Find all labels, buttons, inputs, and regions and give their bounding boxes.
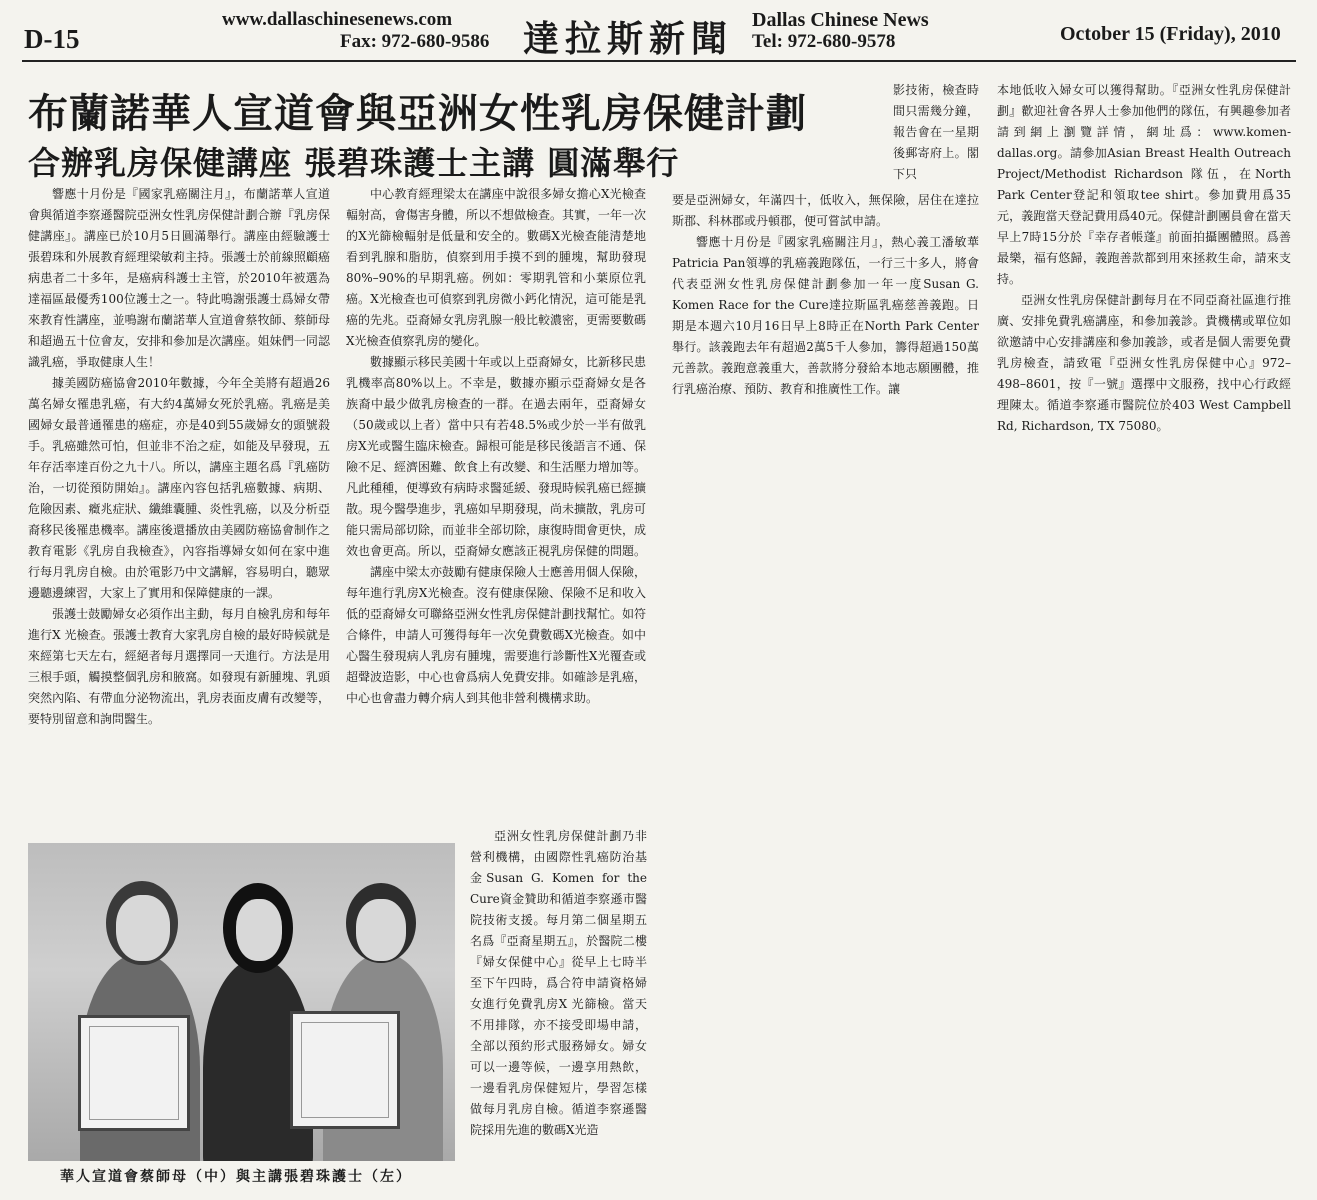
photo-caption: 華人宣道會蔡師母（中）與主講張碧珠護士（左） — [60, 1169, 412, 1185]
fax-number: Fax: 972-680-9586 — [340, 31, 490, 52]
column-2 — [346, 184, 646, 824]
tel-number: Tel: 972-680-9578 — [752, 31, 896, 52]
person-right-face — [356, 899, 406, 961]
column-2-bottom — [470, 826, 647, 1190]
page-header — [0, 0, 1317, 58]
page-number: D-15 — [24, 24, 80, 54]
column-4 — [997, 80, 1291, 450]
paragraph: 講座中梁太亦鼓勵有健康保險人士應善用個人保險，每年進行乳房X光檢查。沒有健康保險、保險不足和收入低的亞裔婦女可聯絡亞洲女性乳房保健計劃找幫忙。如符合條件，申請人可獲得每年一次免費數碼X光檢查。如中心醫生發現病人乳房有腫塊，需要進行診斷性X光覆查或超聲波造影，中心也會爲病人免費安排。如確診是乳癌，中心也會盡力轉介病人到其他非營利機構求助。 — [346, 565, 646, 705]
paragraph: 數據顯示移民美國十年或以上亞裔婦女，比新移民患乳機率高80%以上。不幸是，數據亦顯示亞裔婦女是各族裔中最少做乳房檢查的一群。在過去兩年，亞裔婦女（50歲或以上者）當中只有若48.5%或少於一半有做乳房X光或醫生臨床檢查。歸根可能是移民後語言不通、保險不足、經濟困難、飲食上有改變、和生活壓力增加等。凡此種種，便導致有病時求醫延緩、發現時候乳癌已經擴散。現今醫學進步，乳癌如早期發現，尚未擴散，乳房可能只需局部切除，而並非全部切除，康復時間會更快，成效也會更高。所以，亞裔婦女應該正視乳房保健的問題。 — [346, 355, 646, 558]
column-1 — [28, 184, 330, 830]
website-link[interactable]: www.dallaschinesenews.com — [222, 9, 453, 30]
paragraph: 亞洲女性乳房保健計劃乃非營利機構，由國際性乳癌防治基金Susan G. Komen for the Cure資金贊助和循道李察遜市醫院技術支援。每月第二個星期五名爲『亞裔星期五』，於醫院二樓『婦女保健中心』從早上七時半至下午四時，爲合符申請資格婦女進行免費乳房X 光篩檢。當天不用排隊，亦不接受即場申請，全部以預約形式服務婦女。婦女可以一邊等候，一邊享用熱飲，一邊看乳房保健短片，學習怎樣做每月乳房自檢。循道李察遜醫院採用先進的數碼X光造 — [470, 829, 647, 1137]
event-photo — [28, 843, 455, 1161]
paper-name-chinese: 達拉斯新聞 — [523, 18, 734, 60]
article-headline: 布蘭諾華人宣道會與亞洲女性乳房保健計劃 — [28, 91, 807, 137]
article-subheadline: 合辦乳房保健講座 張碧珠護士主講 圓滿舉行 — [28, 144, 680, 182]
certificate-left — [78, 1015, 190, 1131]
paragraph: 中心教育經理梁太在講座中說很多婦女擔心X光檢查輻射高，會傷害身體，所以不想做檢查。其實，一年一次的X光篩檢輻射是低量和安全的。數碼X光檢查能清楚地看到乳腺和脂肪，偵察到用手摸不到的腫塊，幫助發現80%–90%的早期乳癌。例如：零期乳管和小葉原位乳癌。X光檢查也可偵察到乳房微小鈣化情況，這可能是乳癌的先兆。亞裔婦女乳房乳腺一般比較濃密，更需要數碼X光檢查偵察乳房的變化。 — [346, 187, 646, 348]
paragraph: 亞洲女性乳房保健計劃每月在不同亞裔社區進行推廣、安排免費乳癌講座，和參加義診。貴機構或單位如欲邀請中心安排講座和參加義診，或者是個人需要免費乳房檢查，請致電『亞洲女性乳房保健中心』972–498–8601，按『一號』選擇中文服務，找中心行政經理陳太。循道李察遜市醫院位於403 West Campbell Rd, Richardson, TX 75080。 — [997, 293, 1291, 433]
certificate-right — [290, 1011, 400, 1129]
issue-date: October 15 (Friday), 2010 — [1060, 23, 1281, 45]
header-rule — [22, 60, 1296, 62]
paragraph: 影技術，檢查時間只需幾分鐘，報告會在一星期後郵寄府上。閣下只 — [893, 83, 979, 181]
paragraph: 本地低收入婦女可以獲得幫助。『亞洲女性乳房保健計劃』歡迎社會各界人士參加他們的隊伍，有興趣參加者請到網上瀏覽詳情，網址爲：www.komen-dallas.org。請參加Asian Breast Health Outreach Project/Methodist Richardson 隊伍，在North Park Center登記和領取tee shirt。參加費用爲35元，義跑當天登記費用爲40元。保健計劃團員會在當天早上7時15分於『幸存者帳蓬』前面拍攝團體照。爲善最樂，福有悠歸，義跑善款都到用來拯救生命，請來支持。 — [997, 83, 1291, 286]
paragraph: 響應十月份是『國家乳癌關注月』，布蘭諾華人宣道會與循道李察遜醫院亞洲女性乳房保健計劃合辦『乳房保健講座』。講座已於10月5日圓滿舉行。講座由經驗護士張碧珠和外展教育經理梁敏莉主持。張護士於前線照顧癌病患者二十多年，是癌病科護士主管，於2010年被選為達福區最優秀100位護士之一。特此鳴謝張護士爲婦女帶來教育性講座，並鳴謝布蘭諾華人宣道會蔡牧師、蔡師母和超過五十位會友，安排和參加是次講座。姐妹們一同認識乳癌，爭取健康人生！ — [28, 187, 330, 369]
paragraph: 張護士鼓勵婦女必須作出主動，每月自檢乳房和每年進行X 光檢查。張護士教育大家乳房自檢的最好時候就是來經第七天左右，經絕者每月選擇同一天進行。方法是用三根手頭，觸摸整個乳房和腋窩。如發現有新腫塊、乳頭突然內陷、有帶血分泌物流出，乳房表面皮膚有改變等，要特別留意和詢問醫生。 — [28, 607, 330, 726]
person-middle-face — [236, 899, 282, 961]
column-3 — [672, 190, 979, 450]
person-left-face — [116, 895, 170, 961]
paper-name-english: Dallas Chinese News — [752, 9, 929, 31]
paragraph: 據美國防癌協會2010年數據，今年全美將有超過26萬名婦女罹患乳癌，有大約4萬婦女死於乳癌。乳癌是美國婦女最普通罹患的癌症，亦是40到55歲婦女的頭號殺手。乳癌雖然可怕，但並非不治之症，如能及早發現，五年存活率達百份之九十八。所以，講座主題名爲『乳癌防治，一切從預防開始』。講座內容包括乳癌數據、病期、危險因素、癥兆症狀、纖維囊腫、炎性乳癌，以及分析亞裔移民後罹患機率。講座後還播放由美國防癌協會制作之教育電影《乳房自我檢查》，內容指導婦女如何在家中進行每月乳房自檢。由於電影乃中文講解，容易明白，聽眾邊聽邊練習，大家上了實用和保障健康的一課。 — [28, 376, 330, 600]
column-3-top — [893, 80, 979, 190]
paragraph: 響應十月份是『國家乳癌關注月』，熱心義工潘敏華Patricia Pan領導的乳癌義跑隊伍，一行三十多人，將會代表亞洲女性乳房保健計劃參加一年一度Susan G. Komen Race for the Cure達拉斯區乳癌慈善義跑。日期是本週六10月16日早上8時正在North Park Center舉行。該義跑去年有超過2萬5千人參加，籌得超過150萬元善款。義跑意義重大，善款將分發給本地志願團體，推行乳癌治療、預防、教育和推廣性工作。讓 — [672, 235, 979, 396]
paragraph: 要是亞洲婦女，年滿四十，低收入，無保險，居住在達拉斯郡、科林郡或丹頓郡，便可嘗試申請。 — [672, 193, 979, 228]
